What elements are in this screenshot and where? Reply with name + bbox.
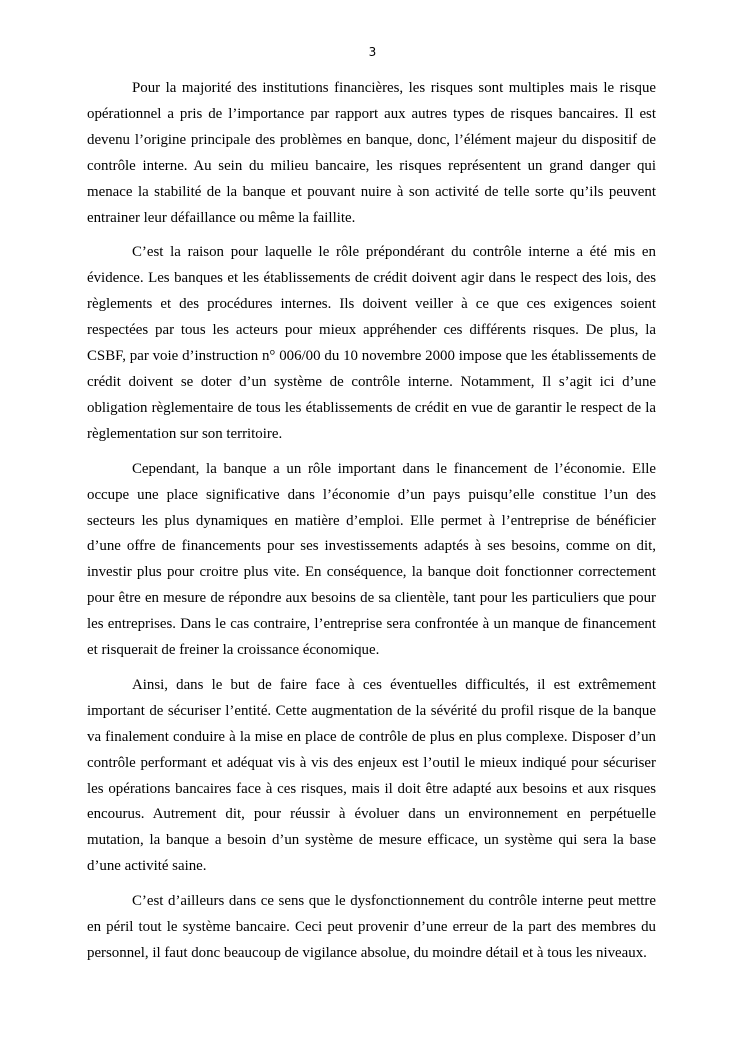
paragraph-2: C’est la raison pour laquelle le rôle prépondérant du contrôle interne a été mis en évidence. Les banques et les établissements de crédit doivent agir dans le respect des lois, des règlements et des procédures internes. Ils doivent veiller à ce que ces exigences soient respectées par tous les acteurs pour mieux appréhender ces différents risques. De plus, la CSBF, par voie d’instruction n° 006/00 du 10 novembre 2000 impose que les établissements de crédit doivent se doter d’un système de contrôle interne. Notamment, Il s’agit ici d’une obligation règlementaire de tous les établissements de crédit en vue de garantir le respect de la règlementation sur son territoire. bbox=[87, 244, 656, 442]
paragraph-3: Cependant, la banque a un rôle important dans le financement de l’économie. Elle occupe une place significative dans l’économie d’un pays puisqu’elle constitue l’un des secteurs les plus dynamiques en matière d’emploi. Elle permet à l’entreprise de bénéficier d’une offre de financements pour ses investissements adaptés à ses besoins, comme on dit, investir plus pour croitre plus vite. En conséquence, la banque doit fonctionner correctement pour être en mesure de répondre aux besoins de sa clientèle, tant pour les particuliers que pour les entreprises. Dans le cas contraire, l’entreprise sera confrontée à un manque de financement et risquerait de freiner la croissance économique. bbox=[87, 460, 656, 659]
paragraph-1: Pour la majorité des institutions financières, les risques sont multiples mais le risque opérationnel a pris de l’importance par rapport aux autres types de risques bancaires. Il est devenu l’origine principale des problèmes en banque, donc, l’élément majeur du dispositif de contrôle interne. Au sein du milieu bancaire, les risques représentent un grand danger qui menace la stabilité de la banque et pouvant nuire à son activité de telle sorte qu’ils peuvent entrainer leur défaillance ou même la faillite. bbox=[87, 80, 656, 226]
paragraph-5: C’est d’ailleurs dans ce sens que le dysfonctionnement du contrôle interne peut mettre en péril tout le système bancaire. Ceci peut provenir d’une erreur de la part des membres du personnel, il faut donc beaucoup de vigilance absolue, du moindre détail et à tous les niveaux. bbox=[87, 893, 656, 961]
body-text bbox=[87, 76, 656, 976]
paragraph-4: Ainsi, dans le but de faire face à ces éventuelles difficultés, il est extrêmement important de sécuriser l’entité. Cette augmentation de la sévérité du profil risque de la banque va finalement conduire à la mise en place de contrôle de plus en plus complexe. Disposer d’un contrôle performant et adéquat vis à vis des enjeux est l’outil le mieux indiqué pour sécuriser les opérations bancaires face à ces risques, mais il doit être adapté aux besoins et aux risques encourus. Autrement dit, pour réussir à évoluer dans un environnement en perpétuelle mutation, la banque a besoin d’un système de mesure efficace, un système qui sera la base d’une activité saine. bbox=[87, 676, 656, 875]
page-number: 3 bbox=[368, 45, 377, 59]
